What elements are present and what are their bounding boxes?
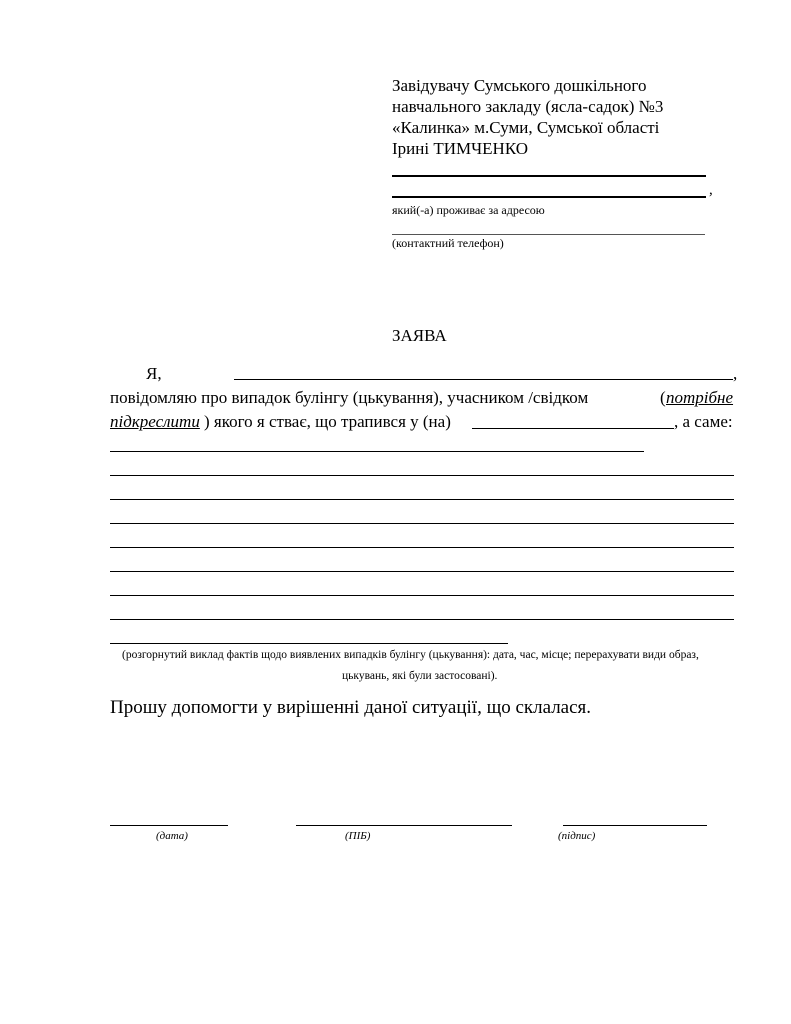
explanation-line-1: (розгорнутий виклад фактів щодо виявлених випадків булінгу (цькування): дата, час, місце; перерахувати види образ, <box>122 649 699 661</box>
underline-hint-1: потрібне <box>666 388 734 407</box>
document-title: ЗАЯВА <box>392 326 447 345</box>
description-line <box>110 595 734 596</box>
date-label: (дата) <box>156 830 188 842</box>
recipient-name: Ірині ТИМЧЕНКО <box>392 139 529 158</box>
body-line-2: повідомляю про випадок булінгу (цькування), учасником /свідком <box>110 388 589 407</box>
signature-label: (підпис) <box>558 830 596 842</box>
recipient-line-1: Завідувачу Сумського дошкільного <box>392 76 647 95</box>
address-label: який(-а) проживає за адресою <box>392 203 545 217</box>
trailing-comma: , <box>733 364 738 383</box>
request-text: Прошу допомогти у вирішенні даної ситуації, що склалася. <box>110 697 592 718</box>
description-line <box>110 619 734 620</box>
applicant-name-line <box>234 379 733 380</box>
description-line <box>110 643 508 644</box>
address-line <box>392 234 705 235</box>
place-line <box>472 428 674 429</box>
body-line-3: ) якого я стває, що трапився у (на) <box>204 412 451 431</box>
full-name-line <box>296 825 512 826</box>
recipient-line-2: навчального закладу (ясла-садок) №3 <box>392 97 664 116</box>
body-line-3-end: , а саме: <box>674 412 733 431</box>
description-line <box>110 499 734 500</box>
underline-hint-2: підкреслити <box>110 412 200 431</box>
description-line <box>110 571 734 572</box>
description-line <box>110 451 644 452</box>
paren-open: ( <box>660 388 666 407</box>
explanation-line-2: цькувань, які були застосовані). <box>342 670 498 682</box>
signature-line <box>563 825 707 826</box>
description-line <box>110 523 734 524</box>
sender-name-line-1 <box>392 175 706 177</box>
date-line <box>110 825 228 826</box>
description-line <box>110 475 734 476</box>
sender-name-line-2 <box>392 196 706 198</box>
sender-comma: , <box>709 182 713 198</box>
full-name-label: (ПІБ) <box>345 830 371 842</box>
description-line <box>110 547 734 548</box>
phone-label: (контактний телефон) <box>392 236 504 250</box>
recipient-line-3: «Калинка» м.Суми, Сумської області <box>392 118 660 137</box>
ya-label: Я, <box>146 364 162 383</box>
